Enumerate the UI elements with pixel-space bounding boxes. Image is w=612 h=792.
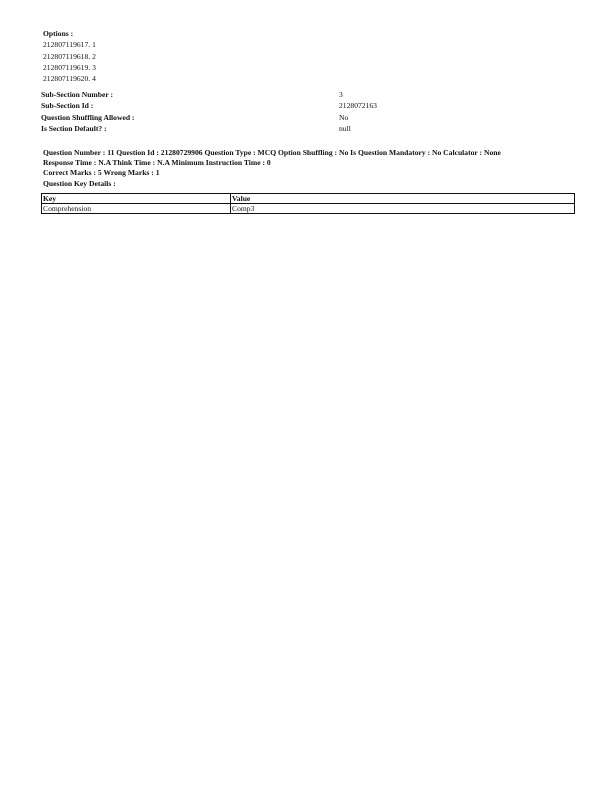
options-title: Options : — [43, 29, 74, 38]
option-item: 212807119617. 1 — [43, 40, 96, 50]
section-default-row — [41, 123, 561, 134]
sub-section-id-value: 2128072163 — [339, 101, 377, 111]
question-details — [43, 148, 575, 189]
table-header-key: Key — [42, 194, 231, 204]
sub-section-number-row — [41, 89, 561, 100]
sub-section-number-label: Sub-Section Number : — [41, 90, 114, 99]
options-section — [43, 28, 96, 84]
sub-section-id-row — [41, 100, 561, 111]
table-row — [42, 204, 575, 214]
section-default-value: null — [339, 123, 351, 133]
question-marks-line: Correct Marks : 5 Wrong Marks : 1 — [43, 168, 160, 178]
question-meta-line: Question Number : 11 Question Id : 21280729906 Question Type : MCQ Option Shuffling : No Is Question Mandatory : No Calculator : None — [43, 148, 501, 157]
sub-section-details — [41, 89, 561, 134]
sub-section-number-value: 3 — [339, 90, 343, 99]
question-key-details-title: Question Key Details : — [43, 178, 116, 188]
table-header-value: Value — [231, 194, 575, 204]
table-cell-key: Comprehension — [42, 204, 231, 214]
option-item: 212807119619. 3 — [43, 62, 96, 72]
question-timing-line: Response Time : N.A Think Time : N.A Minimum Instruction Time : 0 — [43, 158, 271, 168]
option-item: 212807119618. 2 — [43, 51, 96, 61]
option-item: 212807119620. 4 — [43, 74, 96, 84]
question-key-table — [41, 193, 575, 214]
sub-section-id-label: Sub-Section Id : — [41, 101, 94, 111]
question-shuffling-value: No — [339, 112, 349, 122]
table-cell-value: Comp3 — [231, 204, 575, 214]
section-default-label: Is Section Default? : — [41, 123, 107, 133]
table-header-row — [42, 194, 575, 204]
question-shuffling-label: Question Shuffling Allowed : — [41, 112, 135, 122]
question-shuffling-row — [41, 112, 561, 123]
